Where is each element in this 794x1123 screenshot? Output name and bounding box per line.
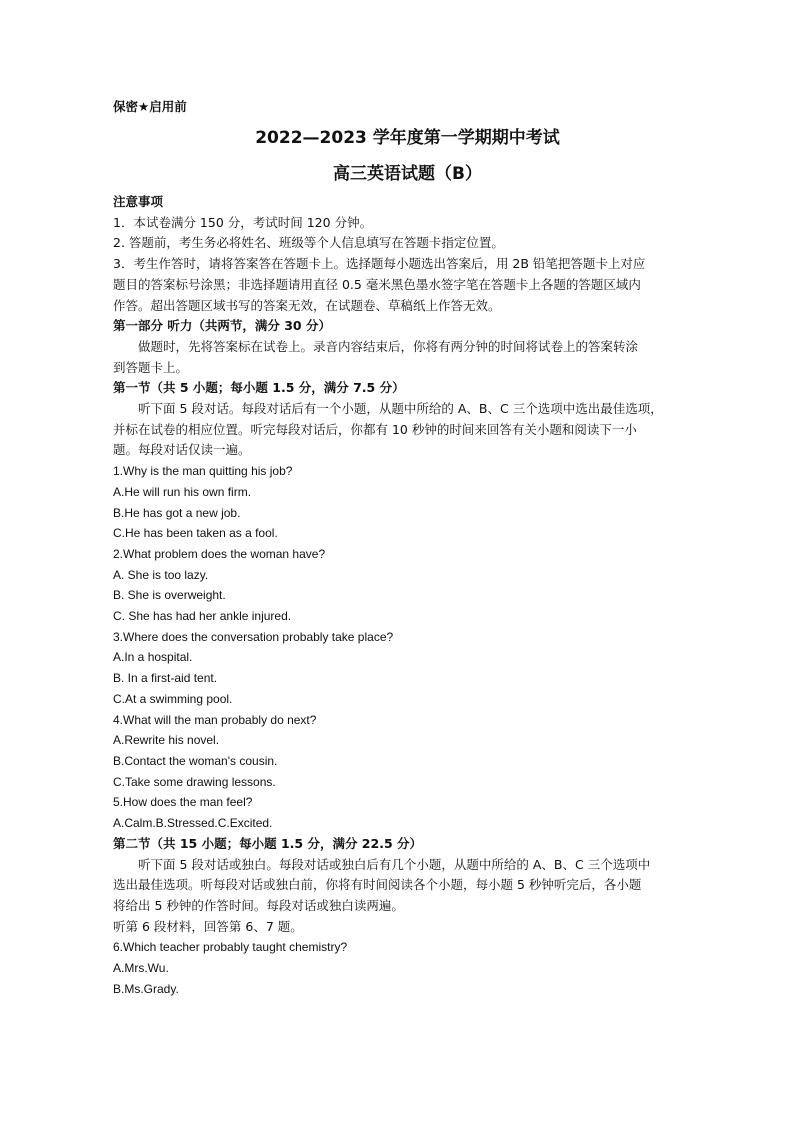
- option: A.In a hospital.: [113, 650, 193, 665]
- part1-instruction: 到答题卡上。: [113, 359, 189, 375]
- option: A. She is too lazy.: [113, 567, 209, 582]
- question-4: 4.What will the man probably do next?: [113, 712, 317, 727]
- option: C.Take some drawing lessons.: [113, 774, 276, 789]
- question-5: 5.How does the man feel?: [113, 795, 253, 810]
- notes-item: 题目的答案标号涂黑；非选择题请用直径 0.5 毫米黑色墨水签字笔在答题卡上各题的答题区域内: [113, 276, 641, 292]
- notes-item: 1．本试卷满分 150 分，考试时间 120 分钟。: [113, 214, 373, 230]
- option: C.At a swimming pool.: [113, 691, 233, 706]
- exam-title: 2022—2023 学年度第一学期期中考试: [255, 128, 560, 148]
- section1: [113, 378, 702, 833]
- option: C. She has had her ankle injured.: [113, 609, 292, 624]
- question-2: 2.What problem does the woman have?: [113, 546, 326, 561]
- section2-instruction: 将给出 5 秒钟的作答时间。每段对话或独白读两遍。: [113, 897, 404, 913]
- notes-section: [113, 192, 702, 316]
- option: A.He will run his own firm.: [113, 484, 252, 499]
- option: B.Contact the woman's cousin.: [113, 753, 278, 768]
- option: B. She is overweight.: [113, 588, 226, 603]
- option: A.Mrs.Wu.: [113, 961, 169, 976]
- exam-subtitle: 高三英语试题（B）: [333, 164, 482, 184]
- section2-instruction: 听下面 5 段对话或独白。每段对话或独白后有几个小题，从题中所给的 A、B、C 三个选项中: [138, 856, 651, 872]
- section1-instruction: 听下面 5 段对话。每段对话后有一个小题，从题中所给的 A、B、C 三个选项中选出最佳选项，: [138, 401, 663, 417]
- notes-heading: 注意事项: [113, 194, 164, 209]
- confidential-label: 保密★启用前: [113, 99, 187, 114]
- option: B.Ms.Grady.: [113, 981, 179, 996]
- part1-section: [113, 316, 702, 378]
- section1-instruction: 并标在试卷的相应位置。听完每段对话后，你都有 10 秒钟的时间来回答有关小题和阅读下一小: [113, 421, 637, 437]
- question-6: 6.Which teacher probably taught chemistry?: [113, 940, 348, 955]
- section1-instruction: 题。每段对话仅读一遍。: [113, 442, 251, 458]
- notes-item: 2. 答题前，考生务必将姓名、班级等个人信息填写在答题卡指定位置。: [113, 235, 504, 251]
- option: A.Calm.B.Stressed.C.Excited.: [113, 816, 273, 831]
- section1-heading: 第一节（共 5 小题；每小题 1.5 分，满分 7.5 分）: [113, 380, 405, 396]
- option: B.He has got a new job.: [113, 505, 241, 520]
- material-note: 听第 6 段材料，回答第 6、7 题。: [113, 918, 303, 934]
- part1-instruction: 做题时，先将答案标在试卷上。录音内容结束后，你将有两分钟的时间将试卷上的答案转涂: [138, 338, 639, 354]
- part1-heading: 第一部分 听力（共两节，满分 30 分）: [113, 318, 331, 334]
- question-3: 3.Where does the conversation probably take place?: [113, 629, 394, 644]
- section2-instruction: 选出最佳选项。听每段对话或独白前，你将有时间阅读各个小题，每小题 5 秒钟听完后，各小题: [113, 877, 642, 893]
- section2-heading: 第二节（共 15 小题；每小题 1.5 分，满分 22.5 分）: [113, 835, 422, 851]
- option: C.He has been taken as a fool.: [113, 526, 278, 541]
- option: B. In a first-aid tent.: [113, 671, 218, 686]
- section2: [113, 834, 702, 1000]
- notes-item: 作答。超出答题区域书写的答案无效，在试题卷、草稿纸上作答无效。: [113, 297, 501, 313]
- option: A.Rewrite his novel.: [113, 733, 220, 748]
- question-1: 1.Why is the man quitting his job?: [113, 464, 293, 479]
- notes-item: 3．考生作答时，请将答案答在答题卡上。选择题每小题选出答案后，用 2B 铅笔把答题卡上对应: [113, 256, 646, 272]
